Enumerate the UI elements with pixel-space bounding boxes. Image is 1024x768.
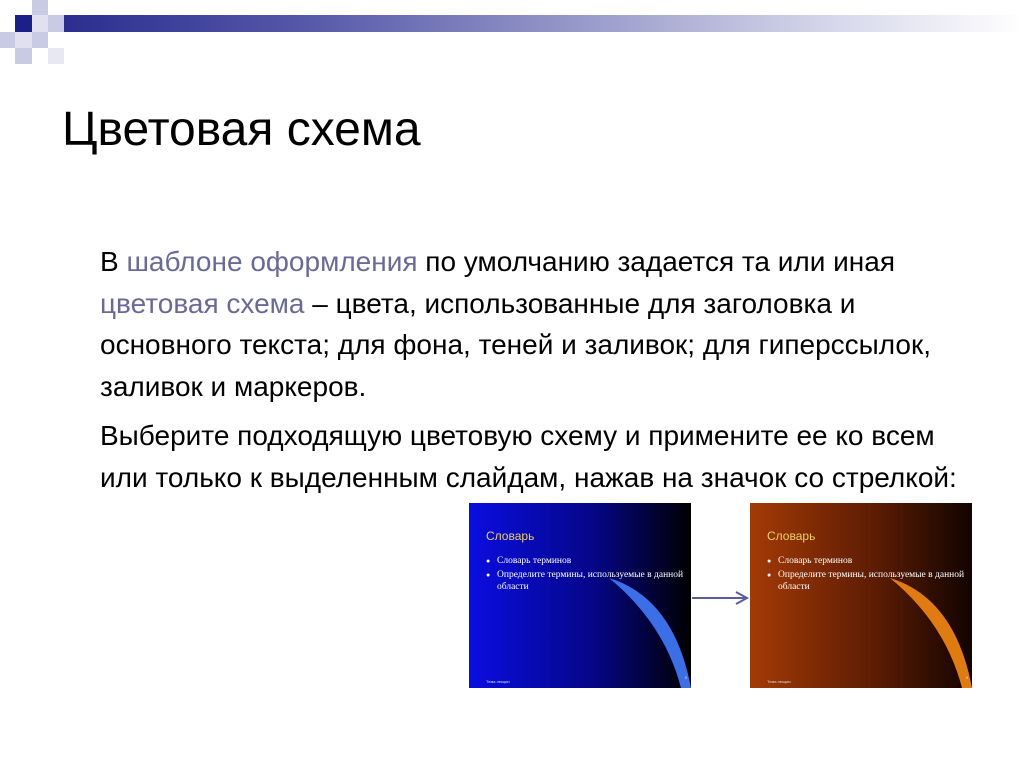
slide-body [100,241,980,498]
thumbnail-page-number: 5 [965,675,968,680]
thumbnail-bullets [485,555,691,595]
header-gradient-bar [64,15,1024,32]
thumbnail-title: Словарь [767,529,816,543]
text-fragment: – цвета, использованные для заголовка и основного текста; для фона, теней и заливок; для гиперссылок, заливок и маркеров. [100,287,932,402]
color-scheme-link[interactable]: цветовая схема [100,287,305,319]
color-scheme-thumbnail-orange[interactable] [750,503,972,688]
slide-title: Цветовая схема [62,103,421,156]
text-fragment: по умолчанию задается та или иная [417,246,895,277]
color-scheme-thumbnail-blue[interactable] [469,503,691,688]
thumbnail-footer: Тема лекции [486,679,510,684]
bullet-item: ● Определите термины, используемые в данной области [766,569,972,593]
header-decoration [0,0,1024,64]
thumbnail-page-number: 5 [684,675,687,680]
text-fragment: В [100,246,127,277]
bullet-item: ● Определите термины, используемые в данной области [485,569,691,593]
thumbnail-bullets [766,555,972,595]
thumbnail-title: Словарь [486,529,535,543]
paragraph-1 [100,241,980,407]
design-template-link[interactable]: шаблоне оформления [126,246,418,277]
bullet-item: ● Словарь терминов [766,555,972,567]
paragraph-2: Выберите подходящую цветовую схему и примените ее ко всем или только к выделенным слайдам, нажав на значок со стрелкой: [100,420,957,493]
bullet-item: ● Словарь терминов [485,555,691,567]
arrow-right-icon [692,590,750,606]
thumbnail-footer: Тема лекции [767,679,791,684]
